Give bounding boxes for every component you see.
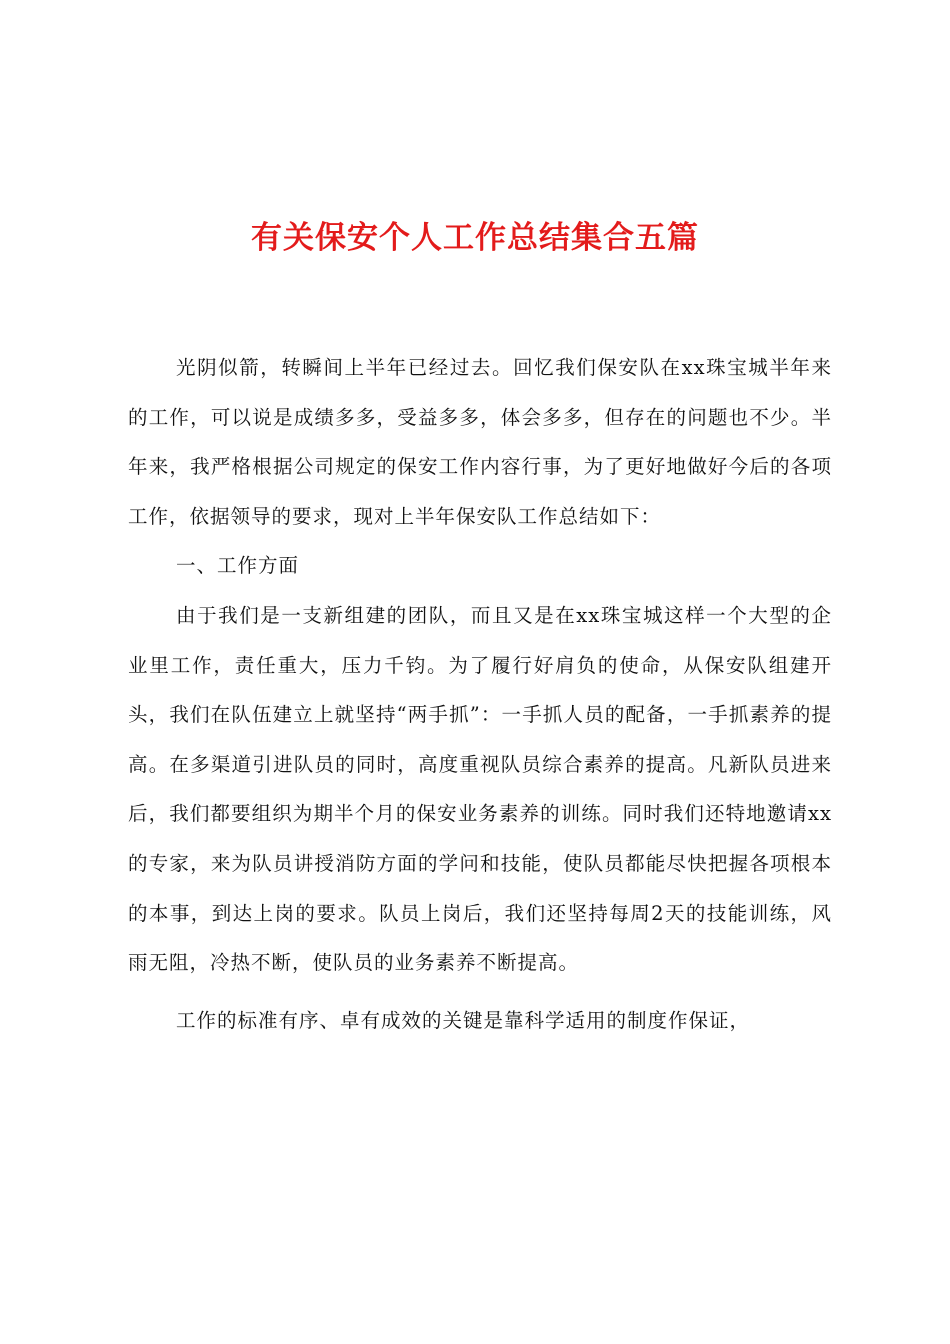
document-body bbox=[128, 343, 832, 1045]
paragraph-standards: 工作的标准有序、卓有成效的关键是靠科学适用的制度作保证， bbox=[176, 1008, 751, 1032]
paragraph-team-building: 由于我们是一支新组建的团队，而且又是在xx珠宝城这样一个大型的企业里工作，责任重大，压力千钧。为了履行好肩负的使命，从保安队组建开头，我们在队伍建立上就坚持“两手抓”：一手抓人员的配备，一手抓素养的提高。在多渠道引进队员的同时，高度重视队员综合素养的提高。凡新队员进来后，我们都要组织为期半个月的保安业务素养的训练。同时我们还特地邀请xx的专家，来为队员讲授消防方面的学问和技能，使队员都能尽快把握各项根本的本事，到达上岗的要求。队员上岗后，我们还坚持每周2天的技能训练，风雨无阻，冷热不断，使队员的业务素养不断提高。 bbox=[128, 603, 832, 975]
document-title: 有关保安个人工作总结集合五篇 bbox=[251, 220, 699, 256]
paragraph-intro: 光阴似箭，转瞬间上半年已经过去。回忆我们保安队在xx珠宝城半年来的工作，可以说是成绩多多，受益多多，体会多多，但存在的问题也不少。半年来，我严格根据公司规定的保安工作内容行事，为了更好地做好今后的各项工作，依据领导的要求，现对上半年保安队工作总结如下： bbox=[128, 356, 832, 528]
section-heading-work: 一、工作方面 bbox=[176, 554, 300, 578]
